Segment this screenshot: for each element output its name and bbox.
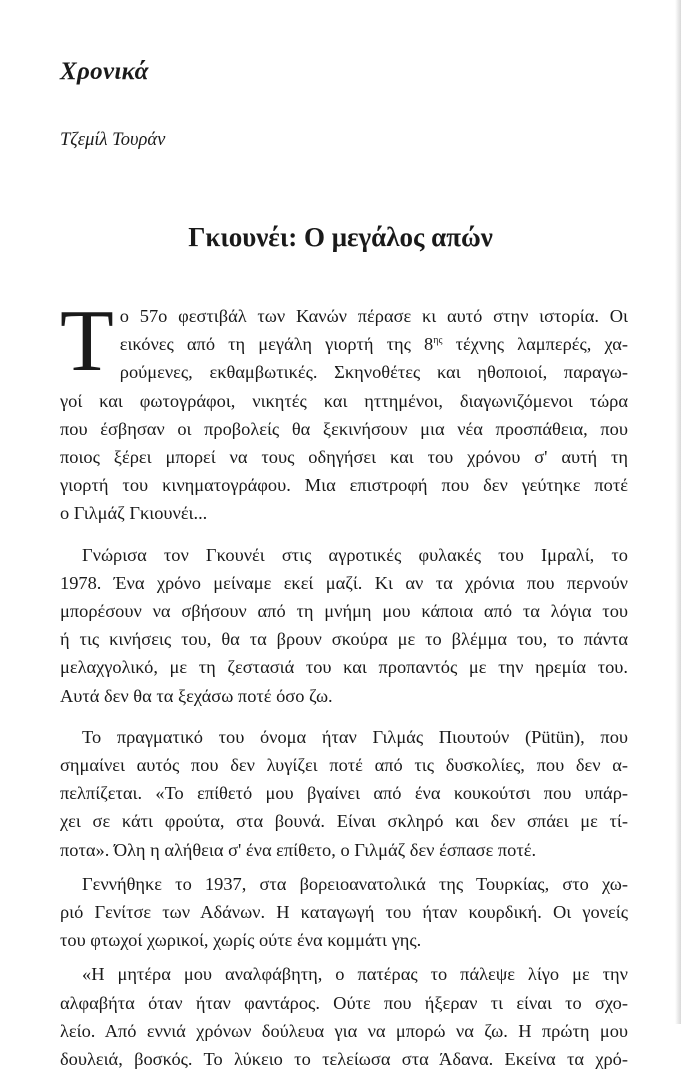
text-line: «Η μητέρα μου αναλφάβητη, ο πατέρας το πάλεψε λίγο με την — [82, 964, 628, 985]
text-line: ποιος ξέρει μπορεί να τους οδηγήσει και του χρόνου σ' αυτή τη — [60, 447, 628, 468]
paragraph-2 — [60, 541, 628, 710]
text-line: μπορέσουν να σβήσουν από τη μνήμη μου κάποια από τα λόγια του — [60, 601, 628, 622]
drop-cap: Τ — [60, 293, 114, 390]
superscript: ης — [433, 335, 443, 347]
text-line: σημαίνει αυτός που δεν λυγίζει ποτέ από τις δυσκολίες, που δεν α- — [60, 755, 628, 776]
text-line: που έσβησαν οι προβολείς θα ξεκινήσουν μια νέα προσπάθεια, που — [60, 418, 628, 439]
text-line: ρούμενες, εκθαμβωτικές. Σκηνοθέτες και ηθοποιοί, παραγω- — [119, 362, 628, 383]
article-title: Γκιουνέι: Ο μεγάλος απών — [188, 222, 493, 252]
text-line: γιορτή του κινηματογράφου. Μια επιστροφή που δεν γεύτηκε ποτέ — [60, 475, 628, 496]
text-line: πελπίζεται. «Το επίθετό μου βγαίνει από ένα κουκούτσι που υπάρ- — [60, 783, 628, 804]
text-line: Αυτά δεν θα τα ξεχάσω ποτέ όσο ζω. — [60, 685, 333, 706]
text-line: χει σε κάτι φρούτα, στα βουνά. Είναι σκληρό και δεν σπάει με τί- — [60, 811, 628, 832]
author-name: Τζεμίλ Τουράν — [60, 130, 166, 150]
text-line: ριό Γενίτσε των Αδάνων. Η καταγωγή του ήταν κουρδική. Οι γονείς — [60, 902, 628, 923]
text-line: μελαχγολικό, με τη ζεστασιά του και προπαντός με την ηρεμία του. — [60, 657, 628, 678]
text-line: λείο. Από εννιά χρόνων δούλευα για να μπορώ να ζω. Η πρώτη μου — [60, 1020, 628, 1041]
text-line: ποτα». Όλη η αλήθεια σ' ένα επίθετο, ο Γιλμάζ δεν έσπασε ποτέ. — [60, 839, 537, 860]
page-edge-shadow — [675, 0, 681, 1024]
paragraph-3 — [60, 723, 628, 864]
text-line: Γνώρισα τον Γκουνέι στις αγροτικές φυλακές του Ιμραλί, το — [82, 544, 628, 565]
text-line: ή τις κινήσεις του, θα τα βρουν σκούρα με το βλέμμα του, το πάντα — [60, 629, 628, 650]
text-line: αλφαβήτα όταν ήταν φαντάρος. Ούτε που ήξεραν τι είναι το σχο- — [60, 992, 628, 1013]
text-line: δουλειά, βοσκός. Το λύκειο το τελείωσα στα Άδανα. Εκείνα τα χρό- — [60, 1049, 628, 1070]
text-line: γοί και φωτογράφοι, νικητές και ηττημένοι, διαγωνιζόμενοι τώρα — [60, 390, 628, 411]
article-body — [60, 293, 628, 1073]
section-heading: Χρονικά — [60, 58, 149, 85]
text-line: ο 57ο φεστιβάλ των Κανών πέρασε κι αυτό στην ιστορία. Οι — [119, 306, 628, 326]
text-line: 1978. Ένα χρόνο μείναμε εκεί μαζί. Κι αν τα χρόνια που περνούν — [60, 572, 628, 593]
text-line: ο Γιλμάζ Γκιουνέι... — [60, 503, 208, 524]
paragraph-5 — [60, 960, 628, 1073]
text-line: Το πραγματικό του όνομα ήταν Γιλμάς Πιουτούν (Pütün), που — [82, 726, 628, 747]
text-line: εικόνες από τη μεγάλη γιορτή της $8^{\eta\varsigma}$ τέχνης λαμπερές, χα- — [119, 334, 628, 355]
text-line: του φτωχοί χωρικοί, χωρίς ούτε ένα κομμάτι γης. — [60, 930, 422, 951]
text-line: Γεννήθηκε το 1937, στα βορειοανατολικά της Τουρκίας, στο χω- — [82, 873, 628, 894]
paragraph-1 — [60, 293, 628, 528]
paragraph-4 — [60, 870, 628, 955]
